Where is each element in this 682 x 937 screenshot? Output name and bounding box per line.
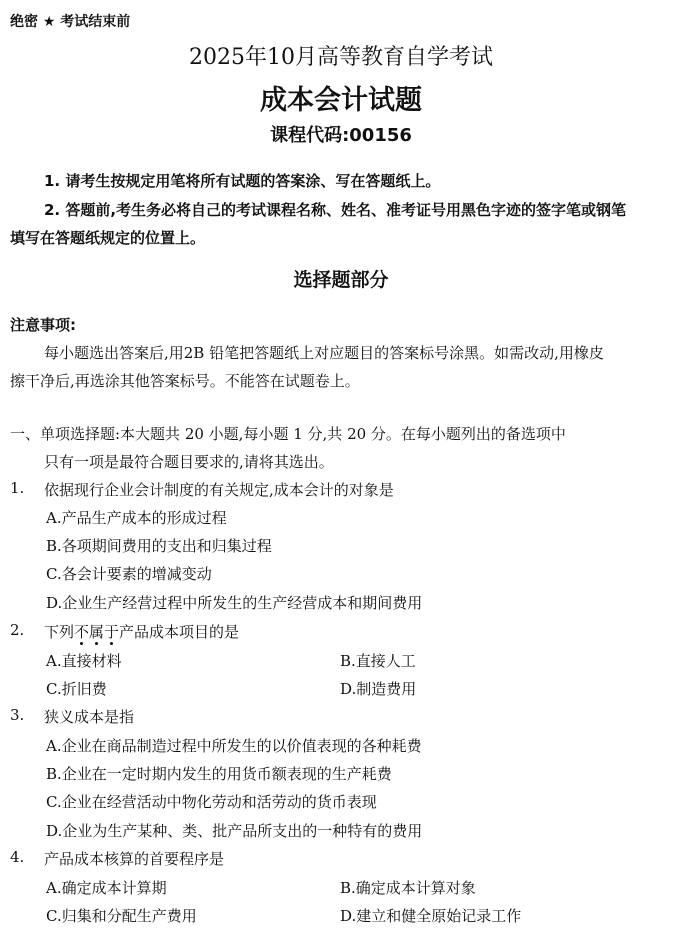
paper-title: 成本会计试题 (260, 85, 422, 116)
question-3-stem: 狭义成本是指 (44, 708, 135, 726)
question-4-number: 4. (10, 848, 25, 866)
question-3-option-a: A.企业在商品制造过程中所发生的以价值表现的各种耗费 (46, 737, 422, 755)
question-2-stem-emphasis: 不属于 (74, 623, 119, 641)
question-3-option-d: D.企业为生产某种、类、批产品所支出的一种特有的费用 (46, 822, 423, 840)
question-1-option-b: B.各项期间费用的支出和归集过程 (46, 537, 272, 555)
notes-heading: 注意事项: (10, 316, 76, 334)
secret-mark: 绝密 ★ 考试结束前 (10, 14, 131, 30)
question-1-number: 1. (10, 479, 25, 497)
question-4-option-d: D.建立和健全原始记录工作 (340, 907, 522, 925)
course-code: 课程代码:00156 (270, 125, 412, 146)
question-2-stem (44, 621, 239, 642)
instruction-2: 2. 答题前,考生务必将自己的考试课程名称、姓名、准考证号用黑色字迹的签字笔或钢笔 (44, 201, 627, 219)
question-4-option-c: C.归集和分配生产费用 (46, 907, 197, 925)
question-2-number: 2. (10, 621, 25, 639)
section-title: 选择题部分 (293, 269, 389, 291)
question-1-option-c: C.各会计要素的增减变动 (46, 565, 212, 583)
instruction-1: 1. 请考生按规定用笔将所有试题的答案涂、写在答题纸上。 (44, 172, 441, 190)
question-2-stem-before: 下列 (44, 623, 75, 641)
question-2-option-d: D.制造费用 (340, 680, 417, 698)
question-2-option-b: B.直接人工 (340, 652, 416, 670)
exam-title: 2025年10月高等教育自学考试 (189, 45, 493, 70)
part-heading-line-2: 只有一项是最符合题目要求的,请将其选出。 (44, 453, 334, 471)
instruction-2-continued: 填写在答题纸规定的位置上。 (10, 229, 206, 247)
question-4-option-b: B.确定成本计算对象 (340, 879, 476, 897)
notes-line-1: 每小题选出答案后,用2B 铅笔把答题纸上对应题目的答案标号涂黑。如需改动,用橡皮 (44, 344, 604, 362)
notes-line-2: 擦干净后,再选涂其他答案标号。不能答在试题卷上。 (10, 372, 360, 390)
question-1-option-d: D.企业生产经营过程中所发生的生产经营成本和期间费用 (46, 594, 423, 612)
question-2-stem-after: 产品成本项目的是 (119, 623, 240, 641)
question-4-stem: 产品成本核算的首要程序是 (44, 850, 225, 868)
question-2-option-a: A.直接材料 (46, 652, 122, 670)
question-2-option-c: C.折旧费 (46, 680, 107, 698)
question-1-stem: 依据现行企业会计制度的有关规定,成本会计的对象是 (44, 481, 394, 499)
part-heading-line-1: 一、单项选择题:本大题共 20 小题,每小题 1 分,共 20 分。在每小题列出的备选项中 (10, 425, 566, 443)
question-3-option-b: B.企业在一定时期内发生的用货币额表现的生产耗费 (46, 765, 392, 783)
question-3-option-c: C.企业在经营活动中物化劳动和活劳动的货币表现 (46, 793, 377, 811)
question-1-option-a: A.产品生产成本的形成过程 (46, 509, 227, 527)
question-4-option-a: A.确定成本计算期 (46, 879, 167, 897)
question-3-number: 3. (10, 706, 25, 724)
